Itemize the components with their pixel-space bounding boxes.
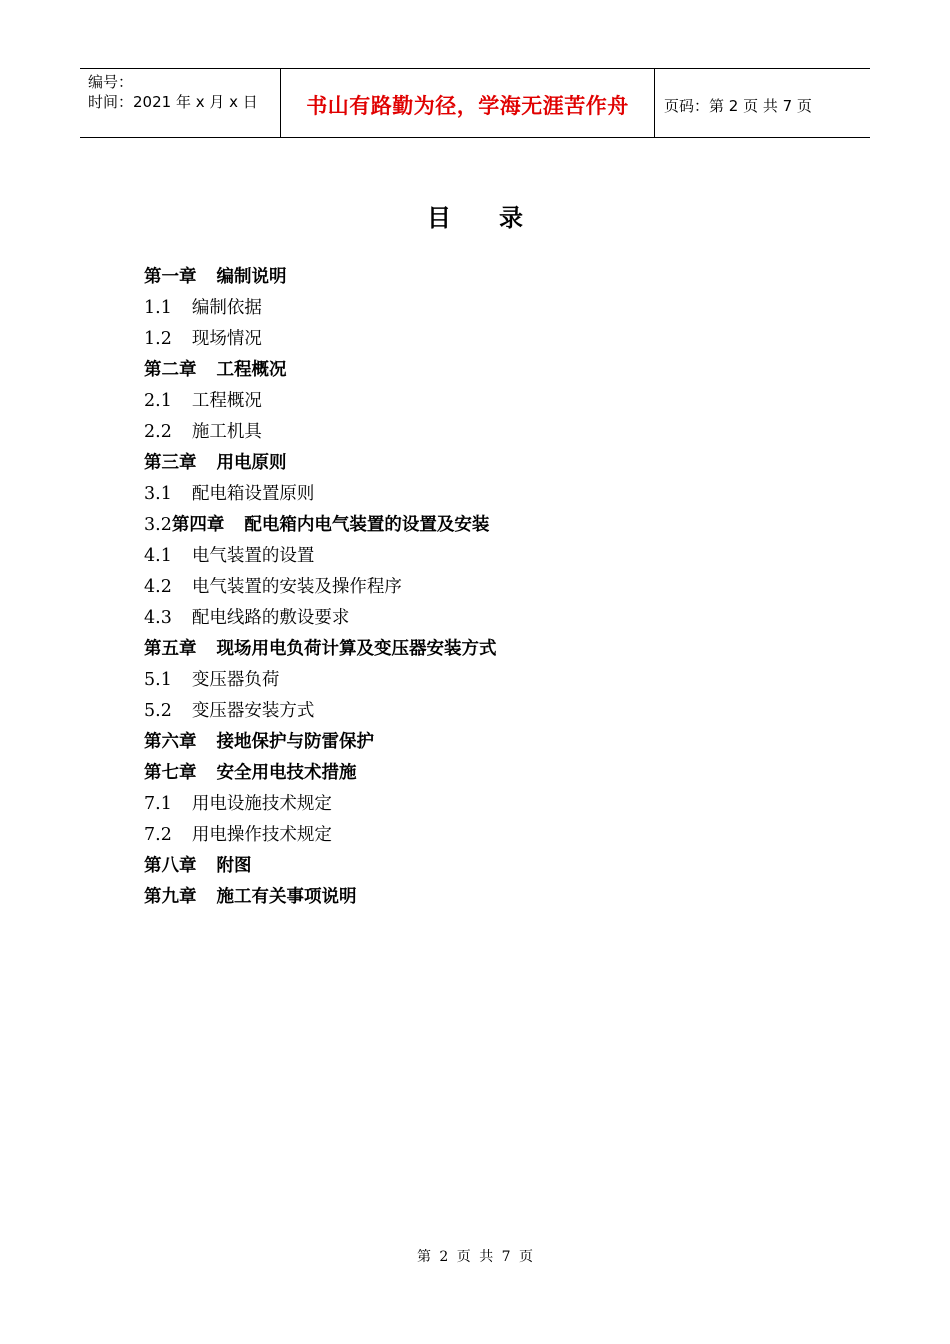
toc-item-title: 变压器安装方式 (191, 701, 315, 721)
toc-item-number: 7.2 (144, 825, 172, 845)
number-label: 编号： (88, 73, 134, 91)
toc-item-number: 第九章 (144, 887, 197, 907)
toc-item-title: 附图 (216, 856, 252, 876)
toc-item-title: 施工机具 (191, 422, 262, 442)
toc-item-number: 4.1 (144, 546, 172, 566)
toc-section-item (144, 417, 497, 448)
toc-section-item (144, 665, 497, 696)
toc-item-title: 用电原则 (216, 453, 287, 473)
toc-item-title: 现场情况 (191, 329, 262, 349)
toc-item-chapter: 第四章 (171, 515, 225, 535)
document-header (80, 68, 870, 138)
toc-section-item (144, 541, 497, 572)
toc-item-number: 4.3 (144, 608, 172, 628)
toc-item-title: 配电箱内电气装置的设置及安装 (244, 515, 490, 535)
toc-item-number: 5.2 (144, 701, 172, 721)
toc-item-number: 5.1 (144, 670, 172, 690)
toc-item-number: 1.2 (144, 329, 172, 349)
toc-item-title: 接地保护与防雷保护 (216, 732, 374, 752)
toc-section-item (144, 386, 497, 417)
toc-item-title: 变压器负荷 (191, 670, 280, 690)
toc-item-title: 电气装置的安装及操作程序 (191, 577, 402, 597)
header-motto-cell (281, 69, 655, 137)
toc-section-item (144, 820, 497, 851)
toc-chapter-item (144, 262, 497, 293)
toc-section-item (144, 789, 497, 820)
toc-item-title: 施工有关事项说明 (216, 887, 357, 907)
toc-item-number: 第三章 (144, 453, 197, 473)
time-label: 时间：2021 年 x 月 x 日 (88, 93, 258, 111)
toc-item-number: 7.1 (144, 794, 172, 814)
toc-item-number: 2.2 (144, 422, 172, 442)
toc-item-title: 工程概况 (216, 360, 287, 380)
page-info: 页码：第 2 页 共 7 页 (664, 96, 812, 115)
toc-item-number: 第五章 (144, 639, 197, 659)
toc-item-number: 第二章 (144, 360, 197, 380)
toc-section-item (144, 696, 497, 727)
toc-item-title: 电气装置的设置 (191, 546, 315, 566)
toc-section-item (144, 603, 497, 634)
toc-chapter-item (144, 634, 497, 665)
toc-item-number: 4.2 (144, 577, 172, 597)
toc-chapter-item (144, 851, 497, 882)
toc-item-number: 第七章 (144, 763, 197, 783)
toc-item-number: 第一章 (144, 267, 197, 287)
toc-item-number: 2.1 (144, 391, 172, 411)
toc-item-title: 工程概况 (191, 391, 262, 411)
toc-section-item (144, 572, 497, 603)
toc-item-title: 编制依据 (191, 298, 262, 318)
toc-chapter-item (144, 448, 497, 479)
toc-chapter-item (144, 758, 497, 789)
toc-item-title: 用电设施技术规定 (191, 794, 332, 814)
toc-chapter-item (144, 727, 497, 758)
page-footer: 第 2 页 共 7 页 (416, 1249, 534, 1265)
header-page-cell (655, 69, 870, 137)
page-title: 目录 (427, 203, 571, 232)
header-meta-cell (80, 69, 281, 137)
toc-item-number: 第六章 (144, 732, 197, 752)
toc-section-item (144, 293, 497, 324)
toc-item-title: 编制说明 (216, 267, 287, 287)
toc-section-item (144, 479, 497, 510)
toc-item-title: 用电操作技术规定 (191, 825, 332, 845)
table-of-contents (144, 262, 497, 913)
toc-chapter-item (144, 510, 497, 541)
toc-section-item (144, 324, 497, 355)
toc-item-number: 1.1 (144, 298, 172, 318)
toc-item-number: 3.2 (144, 515, 172, 535)
toc-item-title: 现场用电负荷计算及变压器安装方式 (216, 639, 497, 659)
toc-chapter-item (144, 882, 497, 913)
toc-item-number: 3.1 (144, 484, 172, 504)
toc-item-title: 配电线路的敷设要求 (191, 608, 350, 628)
toc-item-title: 配电箱设置原则 (191, 484, 315, 504)
toc-chapter-item (144, 355, 497, 386)
toc-item-title: 安全用电技术措施 (216, 763, 357, 783)
motto-text: 书山有路勤为径，学海无涯苦作舟 (306, 94, 629, 118)
toc-item-number: 第八章 (144, 856, 197, 876)
